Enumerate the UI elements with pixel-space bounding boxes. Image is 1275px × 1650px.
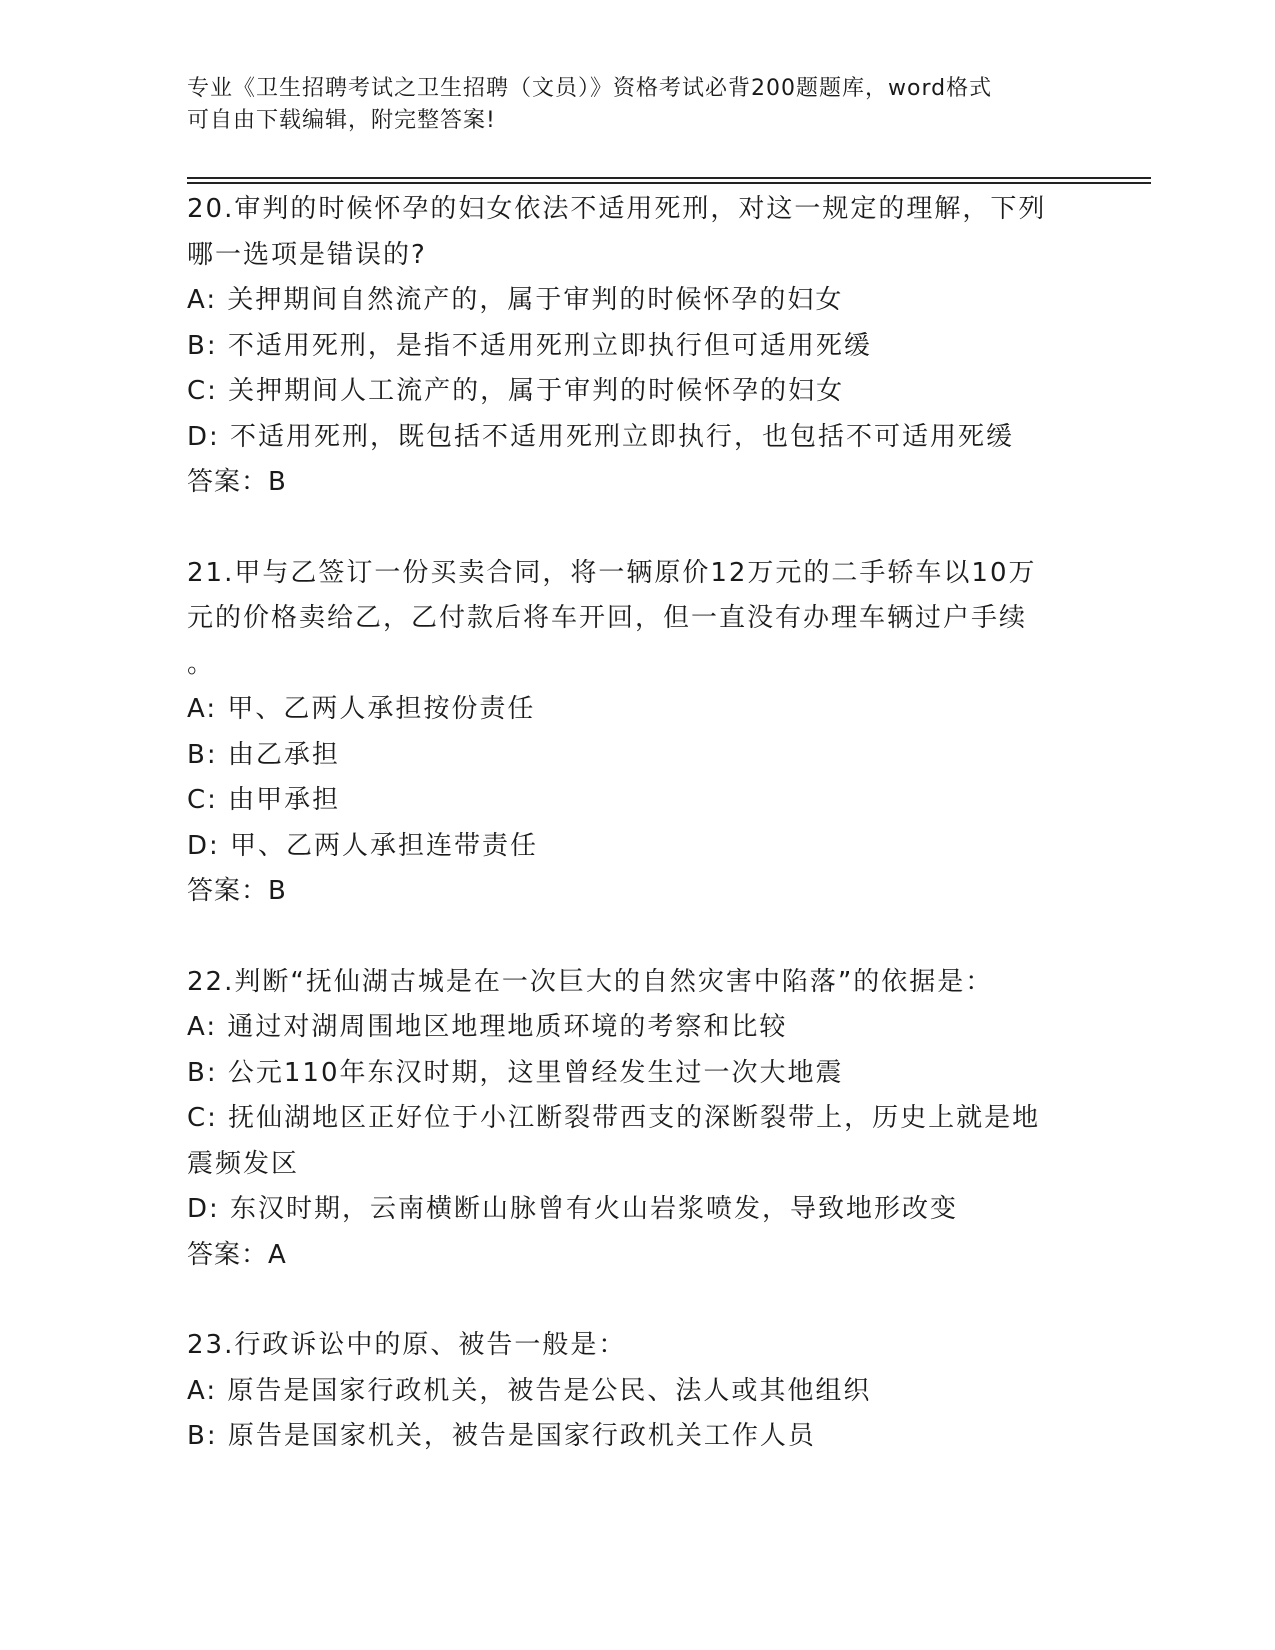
- option-b: B: 公元110年东汉时期，这里曾经发生过一次大地震: [187, 1057, 844, 1088]
- header-line-1: 专业《卫生招聘考试之卫生招聘（文员）》资格考试必背200题题库，word格式: [187, 76, 993, 101]
- option-b: B: 不适用死刑，是指不适用死刑立即执行但可适用死缓: [187, 330, 872, 361]
- answer-label: 答案：B: [187, 876, 287, 906]
- question-stem: 22.判断“抚仙湖古城是在一次巨大的自然灾害中陷落”的依据是：: [187, 966, 994, 997]
- document-header: [187, 73, 1067, 137]
- answer-label: 答案：A: [187, 1239, 287, 1270]
- option-c-continued: 震频发区: [187, 1148, 300, 1179]
- header-divider-top: [187, 177, 1151, 179]
- header-divider-bottom: [187, 182, 1151, 184]
- option-a: A: 关押期间自然流产的，属于审判的时候怀孕的妇女: [187, 285, 844, 315]
- option-c: C: 由甲承担: [187, 785, 341, 815]
- question-stem: 。: [187, 648, 216, 679]
- question-23: [187, 1323, 1067, 1460]
- question-20: [187, 187, 1067, 506]
- question-list: [187, 187, 1067, 1460]
- question-stem: 21.甲与乙签订一份买卖合同，将一辆原价12万元的二手轿车以10万: [187, 557, 1037, 588]
- question-22: [187, 960, 1067, 1279]
- option-c: C: 抚仙湖地区正好位于小江断裂带西支的深断裂带上，历史上就是地: [187, 1103, 1041, 1133]
- option-a: A: 通过对湖周围地区地理地质环境的考察和比较: [187, 1012, 788, 1042]
- option-d: D: 不适用死刑，既包括不适用死刑立即执行，也包括不可适用死缓: [187, 421, 1015, 452]
- option-a: A: 原告是国家行政机关，被告是公民、法人或其他组织: [187, 1375, 872, 1406]
- question-stem: 元的价格卖给乙，乙付款后将车开回，但一直没有办理车辆过户手续: [187, 603, 1028, 633]
- option-d: D: 甲、乙两人承担连带责任: [187, 830, 539, 861]
- question-stem: 哪一选项是错误的?: [187, 239, 427, 270]
- option-a: A: 甲、乙两人承担按份责任: [187, 694, 536, 724]
- option-b: B: 由乙承担: [187, 739, 340, 770]
- header-line-2: 可自由下载编辑，附完整答案!: [187, 108, 496, 133]
- option-b: B: 原告是国家机关，被告是国家行政机关工作人员: [187, 1421, 816, 1451]
- question-21: [187, 551, 1067, 915]
- option-d: D: 东汉时期，云南横断山脉曾有火山岩浆喷发，导致地形改变: [187, 1194, 959, 1224]
- option-c: C: 关押期间人工流产的，属于审判的时候怀孕的妇女: [187, 376, 845, 406]
- answer-label: 答案：B: [187, 467, 287, 497]
- question-stem: 23.行政诉讼中的原、被告一般是：: [187, 1330, 627, 1360]
- question-stem: 20.审判的时候怀孕的妇女依法不适用死刑，对这一规定的理解，下列: [187, 194, 1047, 224]
